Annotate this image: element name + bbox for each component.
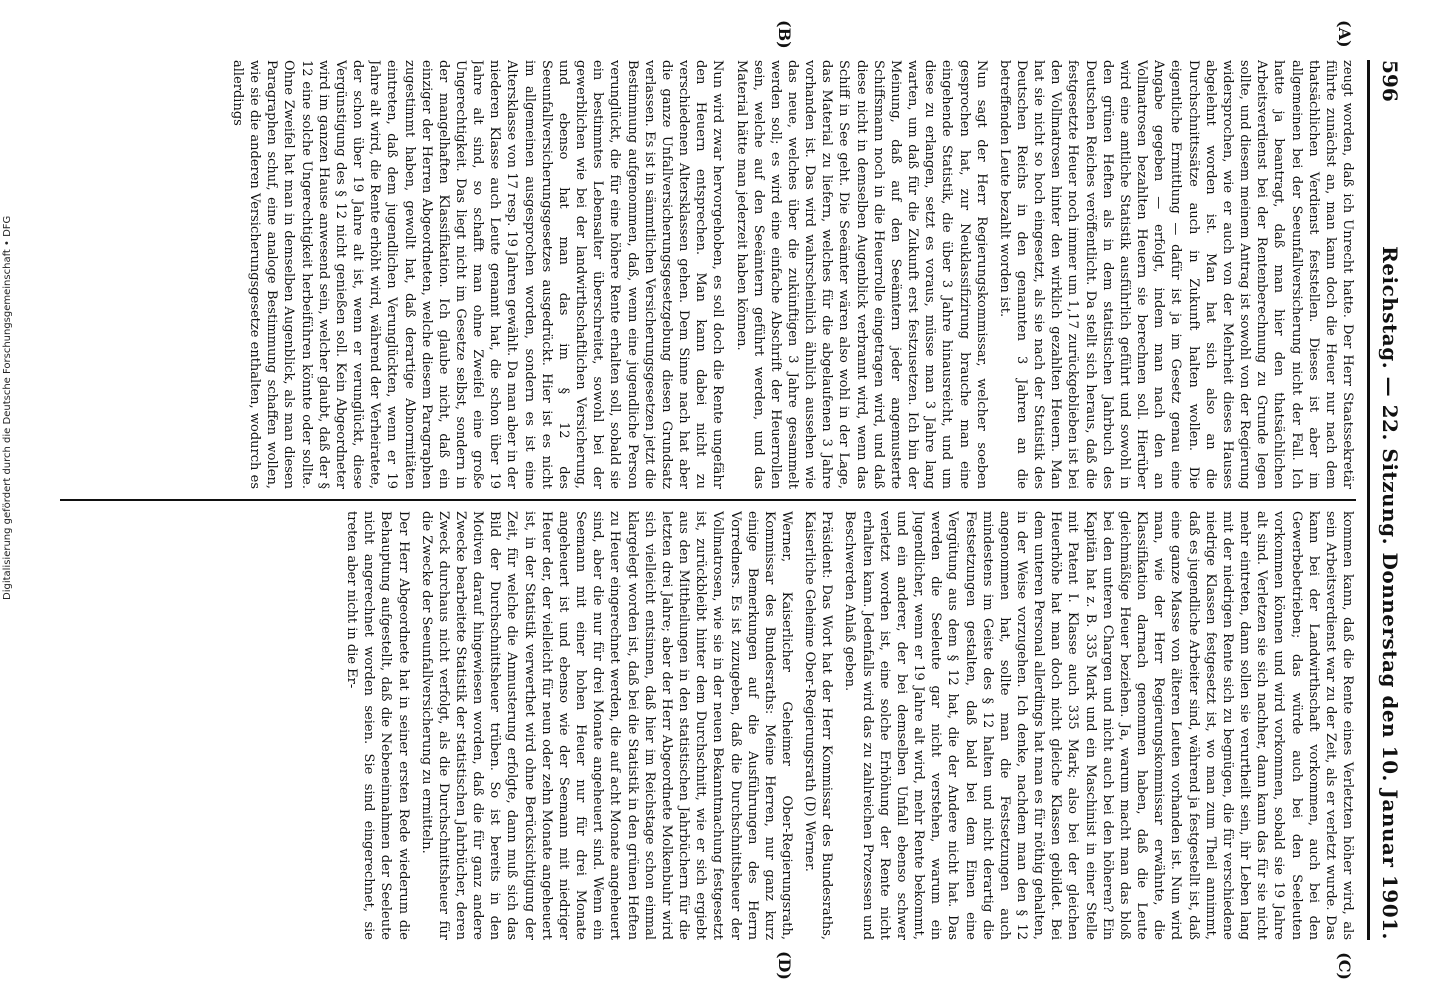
right-paragraph: Präsident: Das Wort hat der Herr Kommissar des Bundesraths, Kaiserliche Geheime Ober-Regierungsrath (D) Werner.	[802, 511, 835, 940]
margin-mark-b: (B)	[775, 20, 794, 49]
margin-mark-c: (C)	[1335, 952, 1354, 980]
margin-mark-d: (D)	[775, 950, 794, 980]
right-paragraph: Werner, Kaiserlicher Geheimer Ober-Regierungsrath, Kommissar des Bundesraths: Meine Herren, nur ganz kurz einige Bemerkungen auf die Ausführungen des Herrn Vorredners. Es ist zuzugeben, daß die Durchschnittsheuer der Vollmatrosen, wie sie in der neuen Bekanntmachung festgesetzt ist, zurückbleibt hinter dem Durchschnitt, wie er sich ergiebt aus den Mittheilungen in den statistischen Jahrbüchern für die letzten drei Jahre; aber der Herr Abgeordnete Molkenbuhr wird sich vielleicht entsinnen, daß hier im Reichstage schon einmal klargelegt worden ist, daß bei die Statistik in den grünen Heften zu Heuer eingerechnet werden, die auf acht Monate angeheuert sind, aber die nur für drei Monate angeheuert sind. Wenn ein Seemann mit einer hohen Heuer nur für drei Monate angeheuert ist und ebenso wie der Seemann mit niedriger Heuer der, der vielleicht für neun oder zehn Monate angeheuert ist, in der Statistik verwerthet wird ohne Berücksichtigung der Zeit, für welche die Anmusterung erfolgte, dann muß sich das Bild der Durchschnittsheuer trüben. So ist bereits in den Motiven darauf hingewiesen worden, daß die für ganz andere Zwecke bearbeitete Statistik der statistischen Jahrbücher, deren Zweck durchaus nicht verfolgt, als die Durchschnittsheuer für die Zwecke der Seeunfallversicherung zu ermitteln.	[418, 511, 794, 940]
text-columns	[60, 60, 1356, 940]
running-head: Reichstag. — 22. Sitzung. Donnerstag den 10. Januar 1901.	[1378, 246, 1402, 940]
right-column	[60, 511, 1356, 940]
margin-mark-a: (A)	[1335, 20, 1354, 48]
page-number: 596	[1378, 60, 1402, 102]
left-column	[60, 60, 1356, 489]
left-paragraph: Nun wird zwar hervorgehoben, es soll doch die Rente ungefähr den Heuern entsprechen. Man kann dabei nicht zu verschiedenen Altersklassen gehen. Dem Sinne nach hat aber die ganze Unfallversicherungsgesetzgebung diesen Grundsatz verlassen. Es ist in sämmtlichen Versicherungsgesetzen jetzt die Bestimmung aufgenommen, daß, wenn eine jugendliche Person verunglückt, die für eine höhere Rente erhalten soll, sobald sie ein bestimmtes Lebensalter überschreitet, sowohl bei der gewerblichen wie bei der landwirthschaftlichen Versicherung, und ebenso hat man das im § 12 des Seeunfallversicherungsgesetzes ausgedrückt. Hier ist es nicht im allgemeinen ausgesprochen worden, sondern es ist eine Altersklasse von 17 resp. 19 Jahren gewählt. Da man aber in der niederen Klasse auch Leute genannt hat, die schon über 19 Jahre alt sind, so schafft man ohne Zweifel eine große Ungerechtigkeit. Das liegt nicht im Gesetze selbst, sondern in der mangelhaften Klassifikation. Ich glaube nicht, daß ein einziger der Herren Abgeordneten, welche diesem Paragraphen zugestimmt haben, gewollt hat, daß derartige Abnormitäten eintreten, daß dem jugendlichen Verunglückten, wenn er 19 Jahre alt wird, die Rente erhöht wird, während der Verheiratete, der schon über 19 Jahre alt ist, wenn er verunglückt, diese Vergünstigung des § 12 nicht genießen soll. Kein Abgeordneter wird im ganzen Hause anwesend sein, welcher glaubt, daß der § 12 eine solche Ungerechtigkeit herbeiführen könnte oder sollte. Ohne Zweifel hat man in demselben Augenblick, als man diesen Paragraphen schuf, eine analoge Bestimmung schaffen wollen, wie sie die anderen Versicherungsgesetze enthalten, wodurch es allerdings	[230, 60, 726, 489]
right-paragraph: kommen kann, daß die Rente eines Verletzten höher wird, als sein Arbeitsverdienst war zu der Zeit, als er verletzt wurde. Das kann bei der Landwirthschaft vorkommen, auch bei den Gewerbebetrieben; das würde auch bei den Seeleuten vorkommen können und wird vorkommen, sobald sie 19 Jahre alt sind. Verletzen sie sich nachher, dann kann das für sie nicht mehr eintreten, dann sollen sie verurtheilt sein, ihr Leben lang mit der niedrigen Rente sich zu begnügen, die für verschiedene niedrige Klassen festgesetzt ist, wo man zum Theil annimmt, daß es jugendliche Arbeiter sind, während ja festgestellt ist, daß eine ganze Masse von älteren Leuten vorhanden ist. Nun wird man, wie der Herr Regierungskommissar erwähnte, die Klassifikation darnach genommen haben, daß die Leute gleichmäßige Heuer beziehen. Ja, warum macht man das bloß bei den unteren Chargen und nicht auch bei den höheren? Ein Kapitän hat z. B. 335 Mark und ein Maschinist in einer Stelle mit Patent I. Klasse auch 335 Mark; also bei der gleichen Heuerhöhe hat man doch nicht gleiche Klassen gebildet. Bei dem unteren Personal allerdings hat man es für nöthig gehalten, in der Weise vorzugehen. Ich denke, nachdem man den § 12 angenommen hat, sollte man die Festsetzungen auch mindestens im Geiste des § 12 halten und nicht derartig die Festsetzungen gestalten, daß bald bei dem Einen eine Vergütung aus dem § 12 hat, die der Andere nicht hat. Das werden die Seeleute gar nicht verstehen, warum ein Jugendlicher, wenn er 19 Jahre alt wird, mehr Rente bekommt, und ein anderer, der bei demselben Unfall ebenso schwer verletzt worden ist, eine solche Erhöhung der Rente nicht erhalten kann. Jedenfalls wird das zu zahlreichen Prozessen und Beschwerden Anlaß geben.	[842, 511, 1355, 940]
left-paragraph: Nun sagt der Herr Regierungskommissar, welcher soeben gesprochen hat, zur Neuklassifizirung brauche man eine eingehende Statistik, die über 3 Jahre hinausreicht, und um diese zu erlangen, setzt es voraus, müsse man 3 Jahre lang warten, um daß für die Zukunft erst festzusetzen. Ich bin der Meinung, daß auf den Seeämtern jeder angemusterte Schiffsmann noch in die Heuerrolle eingetragen wird, und daß diese nicht in demselben Augenblick verbrannt wird, wenn das Schiff in See geht. Die Seeämter wären also wohl in der Lage, das Material zu liefern, welches für die abgelaufenen 3 Jahre vorhanden ist. Das wird wahrscheinlich ähnlich aussehen wie das neue, welches über die zukünftigen 3 Jahre gesammelt werden soll; es wird eine einfache Abschrift der Heuerrollen sein, welche auf den Seeämtern geführt werden, und das Material hätte man jederzeit haben können.	[733, 60, 989, 489]
right-paragraph: Der Herr Abgeordnete hat in seiner ersten Rede wiederum die Behauptung aufgestellt, daß die Nebeneinnahmen der Seeleute nicht angerechnet worden seien. Sie sind eingerechnet, sie treten aber nicht in die Er-	[344, 511, 411, 940]
page-header	[1367, 60, 1410, 940]
left-paragraph: zeugt worden, daß ich Unrecht hatte. Der Herr Staatssekretär führte zunächst an, man kann doch die Heuer nur nach dem thatsächlichen Verdienst feststellen. Dieses ist aber im allgemeinen bei der Seeunfallversicherung nicht der Fall. Ich hatte ja beantragt, daß man hier den thatsächlichen Arbeitsverdienst bei der Rentenberechnung zu Grunde legen sollte, und diesem meinem Antrag ist sowohl von der Regierung widersprochen, wie er auch von der Mehrheit dieses Hauses abgelehnt worden ist. Man hat sich also an die Durchschnittssätze auch in Zukunft halten wollen. Die eigentliche Ermittlung — dafür ist ja im Gesetz genau eine Angabe gegeben — erfolgt, indem man nach den an Vollmatrosen bezahlten Heuern sie berechnen soll. Hierüber wird eine amtliche Statistik ausführlich geführt und sowohl in den grünen Heften als in dem statistischen Jahrbuch des Deutschen Reiches veröffentlicht. Da stellt sich heraus, daß die festgesetzte Heuer noch immer um 1,17 zurückgeblieben ist bei den Vollmatrosen hinter den wirklich gezahlten Heuern. Man hat sie nicht so hoch eingesetzt, als sie nach der Statistik des Deutschen Reichs in den genannten 3 Jahren an die betreffenden Leute bezahlt worden ist.	[996, 60, 1355, 489]
digitization-credit: Digitalisierung gefördert durch die Deutsche Forschungsgemeinschaft • DFG	[2, 215, 13, 600]
